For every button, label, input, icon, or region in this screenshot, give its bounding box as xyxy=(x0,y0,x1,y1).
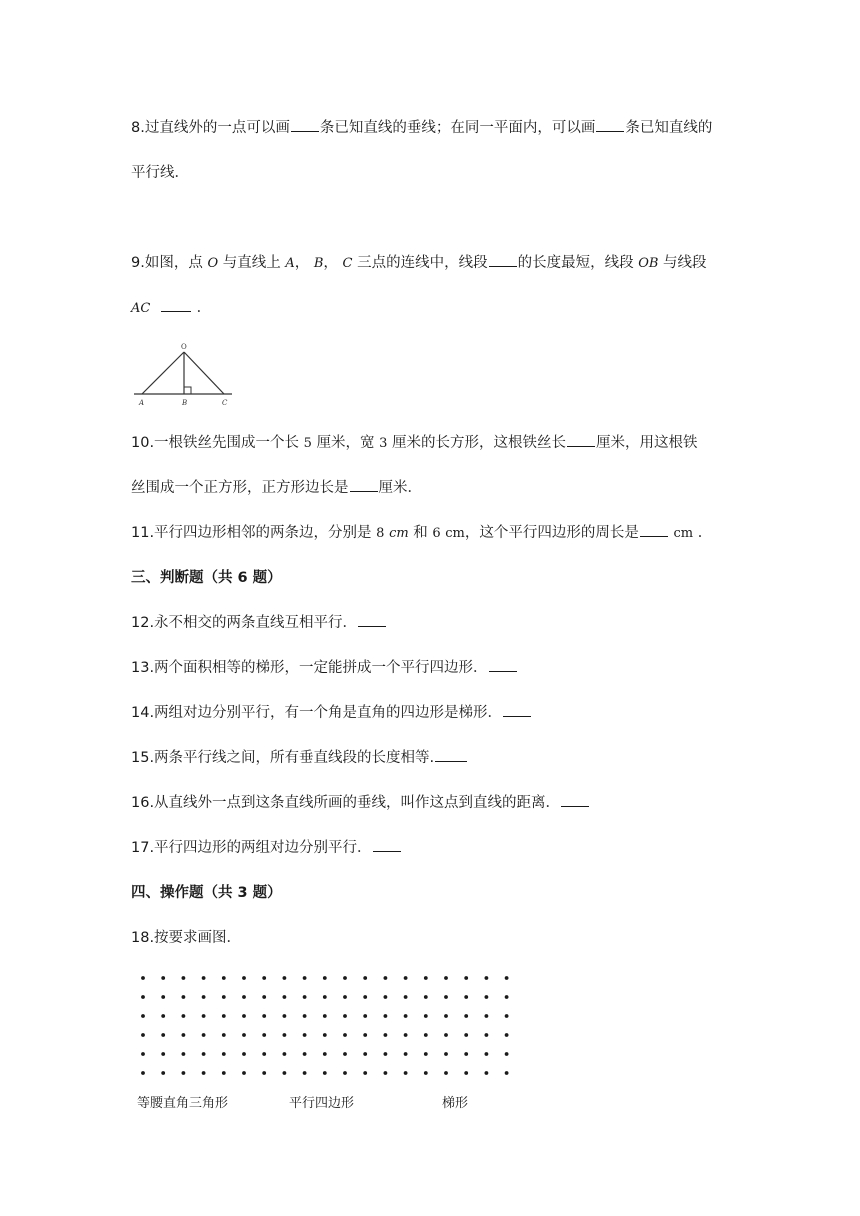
grid-dot[interactable] xyxy=(444,995,448,999)
grid-dot[interactable] xyxy=(343,995,347,999)
grid-dot[interactable] xyxy=(141,1052,145,1056)
grid-dot[interactable] xyxy=(384,995,388,999)
q10-text-6: 厘米． xyxy=(378,480,422,496)
figure-label-b: B xyxy=(182,399,188,407)
grid-dot[interactable] xyxy=(161,995,165,999)
grid-dot[interactable] xyxy=(505,1052,509,1056)
grid-dot[interactable] xyxy=(363,1033,367,1037)
question-9-line-1 xyxy=(131,253,707,274)
q8-text-4: 平行线． xyxy=(131,165,189,181)
q8-text-1: 8.过直线外的一点可以画 xyxy=(131,120,290,136)
q8-blank-1[interactable] xyxy=(291,118,319,132)
grid-dot[interactable] xyxy=(161,1071,165,1075)
grid-dot[interactable] xyxy=(242,1014,246,1018)
figure-segment-oc xyxy=(184,352,224,394)
section-3-heading: 三、判断题（共 6 题） xyxy=(131,570,282,586)
grid-dot[interactable] xyxy=(464,1014,468,1018)
grid-dot[interactable] xyxy=(485,1052,489,1056)
q10-text-5: 丝围成一个正方形，正方形边长是 xyxy=(131,480,349,496)
grid-dot[interactable] xyxy=(222,1014,226,1018)
grid-dot[interactable] xyxy=(161,1052,165,1056)
q11-text-1: 11.平行四边形相邻的两条边，分别是 xyxy=(131,525,372,541)
q11-text-3: ，这个平行四边形的周长是 xyxy=(464,525,639,541)
grid-dot[interactable] xyxy=(303,1014,307,1018)
grid-dot[interactable] xyxy=(323,1052,327,1056)
grid-dot[interactable] xyxy=(363,976,367,980)
grid-dot[interactable] xyxy=(222,1071,226,1075)
question-9-line-2 xyxy=(131,298,211,319)
grid-dot[interactable] xyxy=(141,1033,145,1037)
q11-blank[interactable] xyxy=(640,523,668,537)
grid-dot[interactable] xyxy=(505,1033,509,1037)
q10-length: 5 xyxy=(303,436,312,451)
q9-point-c: C xyxy=(342,256,353,271)
label-trapezoid: 梯形 xyxy=(442,1096,469,1111)
grid-dot[interactable] xyxy=(343,1071,347,1075)
grid-dot[interactable] xyxy=(343,1052,347,1056)
q10-text-3: 厘米的长方形，这根铁丝长 xyxy=(392,435,567,451)
grid-dot[interactable] xyxy=(323,995,327,999)
grid-dot[interactable] xyxy=(303,976,307,980)
grid-dot[interactable] xyxy=(283,1071,287,1075)
q17-text: 17.平行四边形的两组对边分别平行． xyxy=(131,840,372,856)
grid-dot[interactable] xyxy=(242,1052,246,1056)
q15-text: 15.两条平行线之间，所有垂直线段的长度相等. xyxy=(131,750,435,766)
grid-dot[interactable] xyxy=(424,976,428,980)
question-10-line-2 xyxy=(131,478,422,498)
question-13 xyxy=(131,658,518,678)
grid-dot[interactable] xyxy=(283,995,287,999)
q11-side-1: 8 xyxy=(376,526,385,541)
grid-dot[interactable] xyxy=(485,995,489,999)
question-17 xyxy=(131,838,402,858)
grid-dot[interactable] xyxy=(363,1014,367,1018)
grid-dot[interactable] xyxy=(222,1033,226,1037)
grid-dot[interactable] xyxy=(505,1014,509,1018)
q9-blank-1[interactable] xyxy=(489,253,517,267)
grid-dot[interactable] xyxy=(485,1014,489,1018)
figure-label-o: O xyxy=(181,343,187,351)
grid-dot[interactable] xyxy=(182,1033,186,1037)
figure-segment-oa xyxy=(142,352,184,394)
q11-unit-1: cm xyxy=(389,526,409,541)
grid-dot[interactable] xyxy=(485,976,489,980)
section-4-heading: 四、操作题（共 3 题） xyxy=(131,885,282,901)
grid-dot[interactable] xyxy=(202,995,206,999)
grid-dot[interactable] xyxy=(262,995,266,999)
q9-text-5: 与线段 xyxy=(663,255,707,271)
q9-text-1: 9.如图，点 xyxy=(131,255,203,271)
grid-dot[interactable] xyxy=(424,995,428,999)
grid-dot[interactable] xyxy=(384,1071,388,1075)
grid-dot[interactable] xyxy=(182,1071,186,1075)
grid-dot[interactable] xyxy=(363,995,367,999)
question-10-line-1 xyxy=(131,433,698,454)
question-11 xyxy=(131,523,712,544)
question-8-line-1 xyxy=(131,118,712,138)
grid-dot[interactable] xyxy=(182,976,186,980)
grid-dot[interactable] xyxy=(202,1052,206,1056)
grid-dot[interactable] xyxy=(384,976,388,980)
q9-point-a: A xyxy=(285,256,295,271)
q13-text: 13.两个面积相等的梯形，一定能拼成一个平行四边形． xyxy=(131,660,488,676)
q12-text: 12.永不相交的两条直线互相平行． xyxy=(131,615,358,631)
q16-blank[interactable] xyxy=(561,793,589,807)
grid-dot[interactable] xyxy=(464,976,468,980)
grid-dot[interactable] xyxy=(384,1033,388,1037)
grid-dot[interactable] xyxy=(464,995,468,999)
grid-dot[interactable] xyxy=(343,976,347,980)
q9-sep-1: ， xyxy=(294,255,310,271)
q10-text-2: 厘米，宽 xyxy=(316,435,375,451)
label-parallelogram: 平行四边形 xyxy=(289,1096,355,1111)
question-18: 18.按要求画图． xyxy=(131,930,242,946)
q10-blank-1[interactable] xyxy=(567,433,595,447)
q16-text: 16.从直线外一点到这条直线所画的垂线，叫作这点到直线的距离． xyxy=(131,795,561,811)
figure-label-a: A xyxy=(139,399,145,407)
q9-text-4: 的长度最短，线段 xyxy=(517,255,634,271)
q10-blank-2[interactable] xyxy=(350,478,378,492)
grid-dot[interactable] xyxy=(202,976,206,980)
grid-dot[interactable] xyxy=(222,976,226,980)
grid-dot[interactable] xyxy=(505,976,509,980)
grid-dot[interactable] xyxy=(404,1033,408,1037)
grid-dot[interactable] xyxy=(283,1014,287,1018)
grid-dot[interactable] xyxy=(202,1071,206,1075)
grid-dot[interactable] xyxy=(242,1071,246,1075)
grid-dot[interactable] xyxy=(343,1033,347,1037)
q10-text-1: 10.一根铁丝先围成一个长 xyxy=(131,435,300,451)
grid-dot[interactable] xyxy=(161,976,165,980)
grid-dot[interactable] xyxy=(283,976,287,980)
grid-dot[interactable] xyxy=(303,1033,307,1037)
grid-dot[interactable] xyxy=(141,976,145,980)
q8-text-3: 条已知直线的 xyxy=(625,120,713,136)
dot-grid[interactable] xyxy=(134,968,514,1108)
grid-dot[interactable] xyxy=(505,995,509,999)
grid-dot[interactable] xyxy=(182,1014,186,1018)
grid-dot[interactable] xyxy=(323,1014,327,1018)
grid-dot[interactable] xyxy=(424,1033,428,1037)
grid-dot[interactable] xyxy=(444,1033,448,1037)
question-16 xyxy=(131,793,590,813)
q9-point-o: O xyxy=(207,256,219,271)
q9-blank-2[interactable] xyxy=(161,298,191,312)
grid-dot[interactable] xyxy=(343,1014,347,1018)
q9-segment-ac: AC xyxy=(131,301,151,316)
q11-end: ． xyxy=(697,525,713,541)
q12-blank[interactable] xyxy=(358,613,386,627)
grid-dot[interactable] xyxy=(404,1071,408,1075)
grid-dot[interactable] xyxy=(323,1071,327,1075)
figure-label-c: C xyxy=(222,399,228,407)
q8-blank-2[interactable] xyxy=(596,118,624,132)
q9-point-b: B xyxy=(313,256,324,271)
grid-dot[interactable] xyxy=(141,1071,145,1075)
grid-dot[interactable] xyxy=(242,976,246,980)
question-15 xyxy=(131,748,468,768)
grid-dot[interactable] xyxy=(141,1014,145,1018)
grid-dot[interactable] xyxy=(424,1014,428,1018)
grid-dot[interactable] xyxy=(363,1071,367,1075)
grid-dot[interactable] xyxy=(202,1033,206,1037)
question-12 xyxy=(131,613,387,633)
grid-dot[interactable] xyxy=(404,1052,408,1056)
grid-dot[interactable] xyxy=(141,995,145,999)
grid-dot[interactable] xyxy=(404,976,408,980)
grid-dot[interactable] xyxy=(485,1071,489,1075)
q9-end: ． xyxy=(196,300,212,316)
grid-dot[interactable] xyxy=(262,1052,266,1056)
grid-dot[interactable] xyxy=(444,1052,448,1056)
grid-dot[interactable] xyxy=(303,995,307,999)
grid-dot[interactable] xyxy=(404,1014,408,1018)
grid-dot[interactable] xyxy=(202,1014,206,1018)
q11-unit-2: cm xyxy=(445,526,465,541)
grid-dot[interactable] xyxy=(262,1033,266,1037)
q15-blank[interactable] xyxy=(435,748,467,762)
right-angle-mark xyxy=(184,387,191,394)
grid-dot[interactable] xyxy=(444,1014,448,1018)
question-8-line-2 xyxy=(131,163,189,183)
q9-text-2: 与直线上 xyxy=(222,255,281,271)
q11-text-2: 和 xyxy=(413,525,428,541)
grid-dot[interactable] xyxy=(242,995,246,999)
grid-dot[interactable] xyxy=(424,1052,428,1056)
grid-dot[interactable] xyxy=(283,1033,287,1037)
question-14 xyxy=(131,703,532,723)
grid-dot[interactable] xyxy=(384,1052,388,1056)
grid-dot[interactable] xyxy=(222,1052,226,1056)
grid-dot[interactable] xyxy=(283,1052,287,1056)
q17-blank[interactable] xyxy=(373,838,401,852)
grid-dot[interactable] xyxy=(161,1033,165,1037)
perpendicular-figure xyxy=(134,340,234,410)
q14-text: 14.两组对边分别平行，有一个角是直角的四边形是梯形． xyxy=(131,705,503,721)
grid-dot[interactable] xyxy=(182,1052,186,1056)
grid-dot[interactable] xyxy=(303,1071,307,1075)
grid-dot[interactable] xyxy=(464,1033,468,1037)
q9-sep-2: ， xyxy=(323,255,338,271)
q11-unit-3: cm xyxy=(673,526,694,541)
grid-dot[interactable] xyxy=(485,1033,489,1037)
grid-dot[interactable] xyxy=(222,995,226,999)
grid-dot[interactable] xyxy=(444,976,448,980)
grid-dot[interactable] xyxy=(384,1014,388,1018)
grid-dot[interactable] xyxy=(303,1052,307,1056)
grid-dot[interactable] xyxy=(464,1052,468,1056)
grid-dot[interactable] xyxy=(363,1052,367,1056)
q14-blank[interactable] xyxy=(503,703,531,717)
grid-dot[interactable] xyxy=(424,1071,428,1075)
q9-text-3: 三点的连线中，线段 xyxy=(357,255,488,271)
q9-segment-ob: OB xyxy=(638,256,659,271)
q10-width: 3 xyxy=(379,436,388,451)
grid-dot[interactable] xyxy=(161,1014,165,1018)
grid-dot[interactable] xyxy=(262,976,266,980)
label-isosceles-right-triangle: 等腰直角三角形 xyxy=(137,1096,229,1111)
grid-dot[interactable] xyxy=(444,1071,448,1075)
q11-side-2: 6 xyxy=(432,526,441,541)
grid-dot[interactable] xyxy=(323,976,327,980)
grid-dot[interactable] xyxy=(262,1014,266,1018)
grid-dot[interactable] xyxy=(404,995,408,999)
grid-dot[interactable] xyxy=(323,1033,327,1037)
q8-text-2: 条已知直线的垂线；在同一平面内，可以画 xyxy=(319,120,596,136)
grid-dot[interactable] xyxy=(242,1033,246,1037)
grid-dot[interactable] xyxy=(262,1071,266,1075)
grid-dot[interactable] xyxy=(464,1071,468,1075)
grid-dot[interactable] xyxy=(505,1071,509,1075)
grid-dot[interactable] xyxy=(182,995,186,999)
q10-text-4: 厘米，用这根铁 xyxy=(596,435,698,451)
q13-blank[interactable] xyxy=(489,658,517,672)
